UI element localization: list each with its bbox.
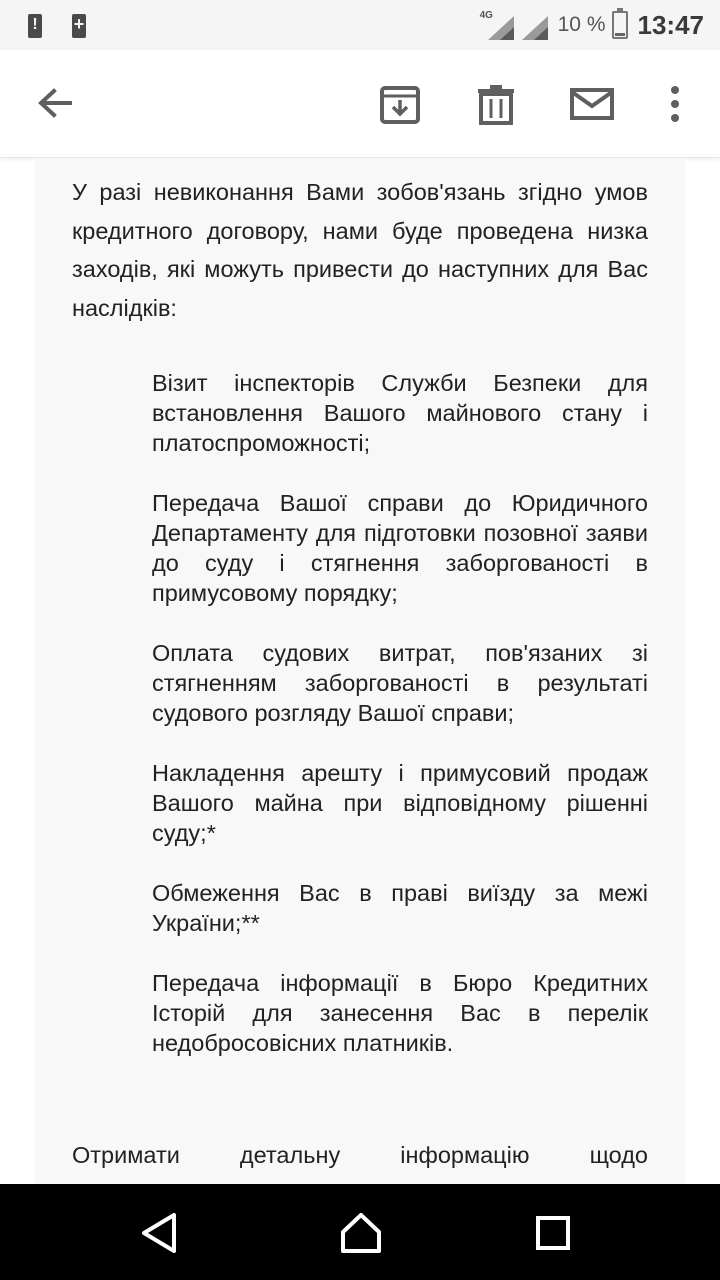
list-item: Накладення арешту і примусовий продаж Вашого майна при відповідному рішенні суду;* [152,760,648,846]
alert-icon: ! [24,10,46,40]
mail-button[interactable] [568,80,616,130]
archive-icon [378,80,422,130]
intro-paragraph: У разі невиконання Вами зобов'язань згідно умов кредитного договору, нами буде проведена низка заходів, які можуть привести до наступних для Вас наслідків: [72,179,648,321]
list-item: Передача Вашої справи до Юридичного Департаменту для підготовки позовної заяви до суду і стягнення заборгованості в примусовому порядку; [152,490,648,606]
navigation-bar [0,1184,720,1280]
nav-home-icon [338,1210,384,1256]
nav-recents-icon [534,1210,572,1256]
delete-button[interactable] [474,80,518,130]
network-label: 4G [479,10,493,21]
mail-icon [568,80,616,130]
nav-home-button[interactable] [338,1210,384,1256]
email-body [34,158,686,1184]
list-item: Оплата судових витрат, пов'язаних зі стягненням заборгованості в результаті судового розгляду Вашої справи; [152,640,648,726]
list-item: Візит інспекторів Служби Безпеки для встановлення Вашого майнового стану і платоспроможності; [152,370,648,456]
status-bar [0,0,720,50]
battery-icon [612,11,628,39]
consequences-list [152,368,648,1088]
signal-icon [518,10,548,40]
outro-paragraph: Отримати детальну інформацію щодо [72,1142,648,1168]
battery-percent: 10 % [557,13,606,36]
clock: 13:47 [637,9,704,40]
list-item: Обмеження Вас в праві виїзду за межі України;** [152,880,648,936]
back-arrow-icon [30,80,80,130]
more-options-button[interactable] [660,80,690,130]
more-vert-icon [660,80,690,130]
nav-recents-button[interactable] [534,1210,572,1256]
nav-back-icon [138,1210,182,1256]
archive-button[interactable] [378,80,422,130]
plus-icon: + [68,10,90,40]
app-bar [0,50,720,158]
nav-back-button[interactable] [138,1210,182,1256]
delete-icon [474,80,518,130]
signal-4g-icon [480,10,514,40]
list-item: Передача інформації в Бюро Кредитних Історій для занесення Вас в перелік недобросовісних платників. [152,970,648,1056]
back-button[interactable] [30,80,80,130]
